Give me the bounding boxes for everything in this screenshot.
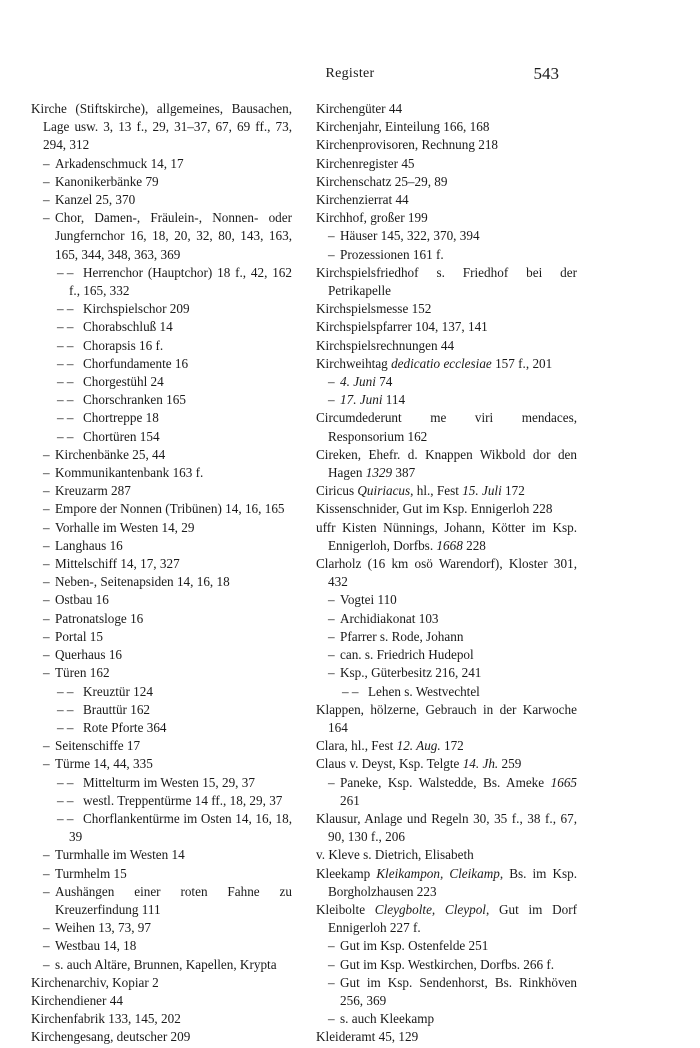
sub-entry-dash: – – xyxy=(57,701,74,717)
index-entry xyxy=(316,246,577,264)
index-entry-text: s. auch Kleekamp xyxy=(340,1011,435,1027)
index-entry-text: 228 xyxy=(462,537,486,553)
index-entry-text: can. s. Friedrich Hudepol xyxy=(340,647,474,663)
index-entry xyxy=(31,937,292,955)
index-entry-text: Türme 14, 44, 335 xyxy=(55,756,153,772)
index-entry xyxy=(31,555,292,573)
sub-entry-dash: – xyxy=(43,465,50,481)
index-entry-text: 157 f., 201 xyxy=(491,355,553,371)
sub-entry-dash: – xyxy=(43,865,50,881)
index-entry-text: Kirchenschatz 25–29, 89 xyxy=(316,173,448,189)
index-entry xyxy=(31,701,292,719)
sub-entry-dash: – – xyxy=(57,374,74,390)
page-header xyxy=(0,64,700,88)
index-entry xyxy=(31,464,292,482)
index-entry-text: Kirchenregister 45 xyxy=(316,155,415,171)
sub-entry-dash: – xyxy=(43,210,50,226)
index-entry xyxy=(31,846,292,864)
index-entry-text: Kirchspielspfarrer 104, 137, 141 xyxy=(316,319,488,335)
index-entry xyxy=(31,956,292,974)
index-entry-text: Gut im Ksp. Ostenfelde 251 xyxy=(340,938,489,954)
sub-entry-dash: – xyxy=(43,556,50,572)
index-entry xyxy=(316,755,577,773)
sub-entry-dash: – xyxy=(43,192,50,208)
index-entry xyxy=(316,264,577,300)
sub-entry-dash: – xyxy=(328,592,335,608)
index-entry-text: Brauttür 162 xyxy=(83,701,151,717)
index-entry-text: Rote Pforte 364 xyxy=(83,719,167,735)
index-entry-text: Kreuzarm 287 xyxy=(55,483,131,499)
index-entry-italic: Cleygbolte, Cleypol xyxy=(374,901,486,917)
index-entry xyxy=(31,719,292,737)
index-entry xyxy=(316,974,577,1010)
index-entry xyxy=(31,992,292,1010)
index-entry xyxy=(31,974,292,992)
index-entry-text: Cireken, Ehefr. d. Knappen Wikbold dor den Hagen xyxy=(316,446,577,481)
index-entry-text: Chorgestühl 24 xyxy=(83,374,164,390)
index-entry xyxy=(316,646,577,664)
index-column-right xyxy=(316,100,577,1047)
index-entry-italic: 12. Aug. xyxy=(396,738,441,754)
sub-entry-dash: – – xyxy=(57,810,74,826)
index-entry-text: Kleibolte xyxy=(316,901,375,917)
index-entry-text: Chorschranken 165 xyxy=(83,392,186,408)
index-entry xyxy=(31,155,292,173)
index-entry xyxy=(316,409,577,445)
index-entry-text: Archidiakonat 103 xyxy=(340,610,439,626)
index-entry-text: Ciricus xyxy=(316,483,358,499)
index-entry xyxy=(31,591,292,609)
index-entry-text: Klappen, hölzerne, Gebrauch in der Karwoche 164 xyxy=(316,701,577,735)
sub-entry-dash: – xyxy=(328,665,335,681)
index-entry-italic: Quiriacus xyxy=(357,483,411,499)
index-entry xyxy=(31,446,292,464)
index-entry xyxy=(31,737,292,755)
index-entry-text: Clarholz (16 km osö Warendorf), Kloster 301, 432 xyxy=(316,556,577,590)
sub-entry-dash: – – xyxy=(57,683,74,699)
index-entry-text: Chorapsis 16 f. xyxy=(83,337,164,353)
index-entry xyxy=(316,664,577,682)
sub-entry-dash: – xyxy=(43,155,50,171)
sub-entry-dash: – – xyxy=(57,719,74,735)
index-entry xyxy=(316,683,577,701)
index-entry-text: Herrenchor (Hauptchor) 18 f., 42, 162 f., 165, 332 xyxy=(69,264,292,299)
index-entry xyxy=(31,883,292,919)
index-entry-text: , Bs. im Ksp. Borgholzhausen 223 xyxy=(328,865,577,899)
sub-entry-dash: – – xyxy=(57,355,74,371)
index-entry-italic: 17. Juni xyxy=(340,392,383,408)
index-entry-text: uffr Kisten Nünnings, Johann, Kötter im Ksp. Ennigerloh, Dorfbs. xyxy=(316,519,577,553)
index-entry-text: Türen 162 xyxy=(55,665,110,681)
running-title: Register xyxy=(325,66,375,81)
index-entry xyxy=(316,446,577,482)
index-entry-text: 172 xyxy=(440,738,464,754)
sub-entry-dash: – xyxy=(43,738,50,754)
index-entry xyxy=(31,300,292,318)
index-entry-text: Seitenschiffe 17 xyxy=(55,738,141,754)
index-entry-text: Circumdederunt me viri mendaces, Responsorium 162 xyxy=(316,410,577,444)
index-entry xyxy=(316,318,577,336)
index-entry-text: Kirchengesang, deutscher 209 xyxy=(31,1029,191,1045)
index-entry-text: Chortreppe 18 xyxy=(83,410,159,426)
index-entry-italic: 14. Jh. xyxy=(462,756,499,772)
index-entry-italic: Kleikampon, Cleikamp xyxy=(376,865,500,881)
sub-entry-dash: – xyxy=(328,610,335,626)
index-entry xyxy=(31,373,292,391)
index-entry xyxy=(316,628,577,646)
index-entry xyxy=(316,901,577,937)
index-entry-text: Chorflankentürme im Osten 14, 16, 18, 39 xyxy=(69,810,292,845)
index-entry-text: Kanonikerbänke 79 xyxy=(55,173,159,189)
index-entry-italic: 4. Juni xyxy=(340,374,376,390)
sub-entry-dash: – xyxy=(43,920,50,936)
index-entry-text: Chortüren 154 xyxy=(83,428,160,444)
sub-entry-dash: – – xyxy=(342,683,359,699)
index-entry xyxy=(31,646,292,664)
sub-entry-dash: – xyxy=(43,628,50,644)
index-entry xyxy=(31,264,292,300)
index-entry-text: , Gut im Dorf Ennigerloh 227 f. xyxy=(328,901,577,936)
index-entry-italic: dedicatio ecclesiae xyxy=(391,355,492,371)
index-entry xyxy=(316,337,577,355)
index-entry-text: 114 xyxy=(382,392,406,408)
index-entry xyxy=(316,737,577,755)
index-entry-text: 387 xyxy=(392,465,416,481)
index-entry-text: Weihen 13, 73, 97 xyxy=(55,920,151,936)
sub-entry-dash: – xyxy=(43,574,50,590)
page-number: 543 xyxy=(533,64,559,83)
index-entry xyxy=(316,1028,577,1046)
index-entry-text: Patronatsloge 16 xyxy=(55,610,144,626)
index-entry xyxy=(316,173,577,191)
index-entry-text: Chorabschluß 14 xyxy=(83,319,173,335)
index-entry-text: Vogtei 110 xyxy=(340,592,397,608)
sub-entry-dash: – xyxy=(328,774,335,790)
index-entry xyxy=(316,610,577,628)
index-entry xyxy=(31,628,292,646)
index-entry-text: Kirchweihtag xyxy=(316,355,392,371)
sub-entry-dash: – xyxy=(328,938,335,954)
index-entry-text: Kreuztür 124 xyxy=(83,683,153,699)
sub-entry-dash: – – xyxy=(57,774,74,790)
sub-entry-dash: – xyxy=(43,173,50,189)
index-entry-text: Vorhalle im Westen 14, 29 xyxy=(55,519,195,535)
sub-entry-dash: – xyxy=(43,446,50,462)
index-entry xyxy=(316,191,577,209)
index-entry xyxy=(31,100,292,155)
index-entry-italic: 1329 xyxy=(365,465,393,481)
index-entry xyxy=(316,227,577,245)
index-entry-text: s. auch Altäre, Brunnen, Kapellen, Krypta xyxy=(55,956,277,972)
index-entry-text: Kleideramt 45, 129 xyxy=(316,1029,419,1045)
index-entry-text: Langhaus 16 xyxy=(55,537,123,553)
index-entry-text: Kleekamp xyxy=(316,865,377,881)
index-entry-text: Turmhelm 15 xyxy=(55,865,127,881)
index-entry xyxy=(31,482,292,500)
index-entry-text: Paneke, Ksp. Walstedde, Bs. Ameke xyxy=(340,774,551,790)
index-entry xyxy=(31,683,292,701)
sub-entry-dash: – xyxy=(328,374,335,390)
index-entry-text: Prozessionen 161 f. xyxy=(340,246,444,262)
index-entry-text: Empore der Nonnen (Tribünen) 14, 16, 165 xyxy=(55,501,285,517)
index-entry-text: 261 xyxy=(340,792,360,808)
index-entry xyxy=(316,373,577,391)
index-entry-text: Kirchspielsrechnungen 44 xyxy=(316,337,455,353)
index-entry xyxy=(316,136,577,154)
sub-entry-dash: – xyxy=(328,1011,335,1027)
sub-entry-dash: – xyxy=(328,647,335,663)
index-entry-text: Kirchenbänke 25, 44 xyxy=(55,446,166,462)
index-entry xyxy=(316,355,577,373)
index-entry-text: Chorfundamente 16 xyxy=(83,355,189,371)
index-entry-italic: 1668 xyxy=(436,537,463,553)
sub-entry-dash: – xyxy=(43,665,50,681)
index-entry-text: Häuser 145, 322, 370, 394 xyxy=(340,228,480,244)
index-entry xyxy=(316,937,577,955)
index-entry xyxy=(31,191,292,209)
index-entry-text: Kanzel 25, 370 xyxy=(55,192,136,208)
index-entry-text: 74 xyxy=(375,374,393,390)
sub-entry-dash: – xyxy=(328,246,335,262)
index-entry-text: Kirchenzierrat 44 xyxy=(316,192,409,208)
index-entry-text: Mittelschiff 14, 17, 327 xyxy=(55,556,180,572)
sub-entry-dash: – – xyxy=(57,792,74,808)
index-entry xyxy=(316,865,577,901)
index-entry xyxy=(316,1010,577,1028)
index-entry xyxy=(316,591,577,609)
index-entry-text: , hl., Fest xyxy=(410,483,463,499)
index-entry-text: Claus v. Deyst, Ksp. Telgte xyxy=(316,756,463,772)
index-entry xyxy=(31,865,292,883)
index-entry-text: 259 xyxy=(498,756,522,772)
index-entry xyxy=(316,846,577,864)
index-entry xyxy=(316,810,577,846)
index-entry-text: Kirchenprovisoren, Rechnung 218 xyxy=(316,137,499,153)
sub-entry-dash: – xyxy=(43,956,50,972)
index-entry-text: Kirchspielsmesse 152 xyxy=(316,301,432,317)
index-entry xyxy=(31,573,292,591)
sub-entry-dash: – xyxy=(43,847,50,863)
index-entry xyxy=(31,792,292,810)
index-entry xyxy=(316,209,577,227)
index-entry xyxy=(31,774,292,792)
index-entry-text: Aushängen einer roten Fahne zu Kreuzerfindung 111 xyxy=(55,883,292,917)
index-entry xyxy=(316,774,577,810)
index-entry-text: Arkadenschmuck 14, 17 xyxy=(55,155,184,171)
index-entry-text: Kommunikantenbank 163 f. xyxy=(55,465,204,481)
index-entry xyxy=(31,1028,292,1046)
sub-entry-dash: – xyxy=(328,956,335,972)
index-entry xyxy=(31,173,292,191)
index-entry-text: Querhaus 16 xyxy=(55,647,123,663)
index-entry xyxy=(31,209,292,264)
index-column-left xyxy=(31,100,292,1047)
index-entry xyxy=(31,919,292,937)
index-entry xyxy=(316,519,577,555)
sub-entry-dash: – xyxy=(43,883,50,899)
index-entry-text: Kirche (Stiftskirche), allgemeines, Bausachen, Lage usw. 3, 13 f., 29, 31–37, 67, 69 ff., 73, 294, 312 xyxy=(31,101,292,153)
index-entry-text: Neben-, Seitenapsiden 14, 16, 18 xyxy=(55,574,230,590)
index-entry-text: Gut im Ksp. Westkirchen, Dorfbs. 266 f. xyxy=(340,956,555,972)
index-entry-italic: 1665 xyxy=(550,774,577,790)
index-entry-text: Kirchendiener 44 xyxy=(31,992,123,1008)
sub-entry-dash: – – xyxy=(57,392,74,408)
index-entry xyxy=(316,300,577,318)
sub-entry-dash: – xyxy=(328,228,335,244)
sub-entry-dash: – xyxy=(43,938,50,954)
sub-entry-dash: – xyxy=(43,537,50,553)
index-entry-text: Chor, Damen-, Fräulein-, Nonnen- oder Jungfernchor 16, 18, 20, 32, 80, 143, 163, 165, 344, 348, 363, 369 xyxy=(55,210,292,262)
index-entry xyxy=(31,409,292,427)
index-entry-text: Turmhalle im Westen 14 xyxy=(55,847,185,863)
sub-entry-dash: – xyxy=(43,756,50,772)
index-entry-text: Clara, hl., Fest xyxy=(316,738,397,754)
index-entry xyxy=(316,701,577,737)
index-entry xyxy=(316,500,577,518)
index-entry-text: 172 xyxy=(501,483,525,499)
index-entry xyxy=(316,100,577,118)
index-entry-text: Ostbau 16 xyxy=(55,592,109,608)
sub-entry-dash: – xyxy=(328,392,335,408)
index-entry-text: Kirchspielschor 209 xyxy=(83,301,190,317)
index-entry xyxy=(31,537,292,555)
index-entry-text: Kirchenarchiv, Kopiar 2 xyxy=(31,974,159,990)
sub-entry-dash: – – xyxy=(57,337,74,353)
index-entry-text: Kirchspielsfriedhof s. Friedhof bei der Petrikapelle xyxy=(316,264,577,299)
index-entry-text: Kissenschnider, Gut im Ksp. Ennigerloh 228 xyxy=(316,501,553,517)
index-entry-text: Gut im Ksp. Sendenhorst, Bs. Rinkhöven 256, 369 xyxy=(340,974,577,1008)
sub-entry-dash: – xyxy=(43,647,50,663)
index-entry xyxy=(31,755,292,773)
sub-entry-dash: – xyxy=(43,519,50,535)
index-entry xyxy=(31,337,292,355)
index-entry xyxy=(31,519,292,537)
sub-entry-dash: – xyxy=(43,501,50,517)
index-entry-text: Pfarrer s. Rode, Johann xyxy=(340,628,464,644)
index-entry-text: Mittelturm im Westen 15, 29, 37 xyxy=(83,774,255,790)
index-entry-text: Klausur, Anlage und Regeln 30, 35 f., 38 f., 67, 90, 130 f., 206 xyxy=(316,810,577,845)
sub-entry-dash: – – xyxy=(57,319,74,335)
index-entry xyxy=(31,610,292,628)
index-entry xyxy=(316,482,577,500)
sub-entry-dash: – xyxy=(43,483,50,499)
index-entry xyxy=(316,155,577,173)
index-entry-text: Kirchengüter 44 xyxy=(316,101,403,116)
index-entry xyxy=(31,1010,292,1028)
index-entry xyxy=(31,391,292,409)
index-entry-text: Ksp., Güterbesitz 216, 241 xyxy=(340,665,482,681)
index-entry-text: Portal 15 xyxy=(55,628,103,644)
sub-entry-dash: – – xyxy=(57,428,74,444)
index-entry-text: westl. Treppentürme 14 ff., 18, 29, 37 xyxy=(83,792,283,808)
index-entry xyxy=(31,500,292,518)
sub-entry-dash: – – xyxy=(57,264,74,280)
index-entry xyxy=(31,664,292,682)
index-entry-text: v. Kleve s. Dietrich, Elisabeth xyxy=(316,847,474,863)
index-entry xyxy=(316,391,577,409)
sub-entry-dash: – xyxy=(43,610,50,626)
sub-entry-dash: – xyxy=(328,628,335,644)
sub-entry-dash: – xyxy=(328,974,335,990)
index-entry xyxy=(31,810,292,846)
index-entry xyxy=(31,355,292,373)
sub-entry-dash: – – xyxy=(57,301,74,317)
sub-entry-dash: – xyxy=(43,592,50,608)
sub-entry-dash: – – xyxy=(57,410,74,426)
index-entry xyxy=(31,318,292,336)
index-entry-text: Kirchenjahr, Einteilung 166, 168 xyxy=(316,119,490,135)
index-entry-text: Westbau 14, 18 xyxy=(55,938,137,954)
index-entry xyxy=(31,428,292,446)
index-entry-text: Kirchenfabrik 133, 145, 202 xyxy=(31,1011,181,1027)
index-entry-text: Lehen s. Westvechtel xyxy=(368,683,480,699)
index-entry xyxy=(316,555,577,591)
index-entry xyxy=(316,118,577,136)
index-entry xyxy=(316,956,577,974)
index-entry-italic: 15. Juli xyxy=(462,483,502,499)
index-entry-text: Kirchhof, großer 199 xyxy=(316,210,428,226)
